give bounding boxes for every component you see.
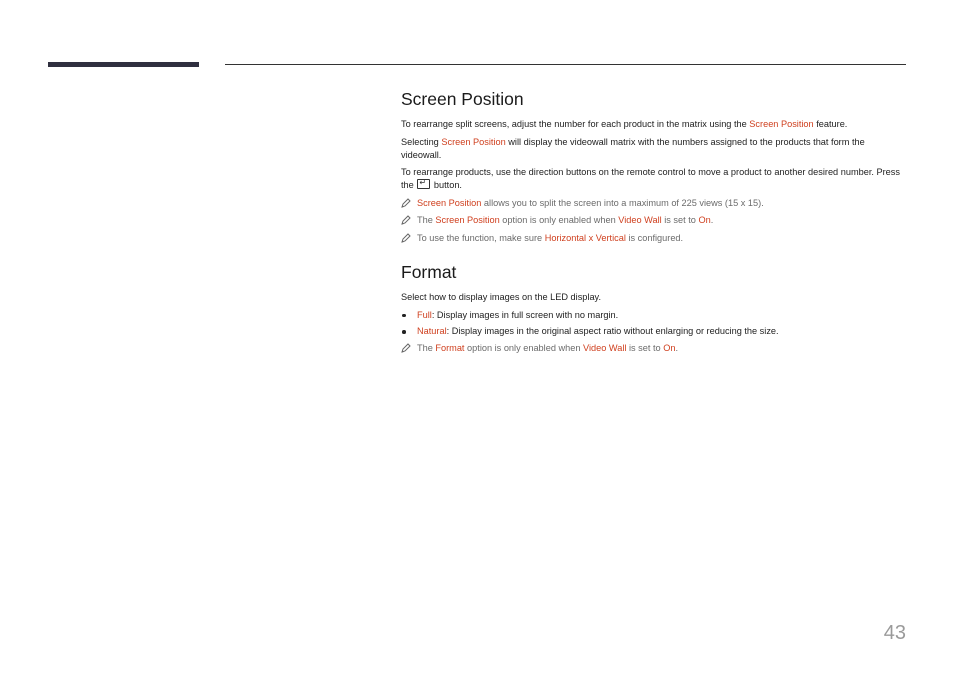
pencil-icon <box>401 343 411 353</box>
list-item: Natural: Display images in the original aspect ratio without enlarging or reducing the size. <box>401 325 906 339</box>
highlight-term: Screen Position <box>441 136 506 147</box>
note: The Screen Position option is only enabled when Video Wall is set to On. <box>401 214 906 228</box>
list-item: Full: Display images in full screen with no margin. <box>401 309 906 323</box>
note: The Format option is only enabled when Video Wall is set to On. <box>401 342 906 356</box>
note: To use the function, make sure Horizontal x Vertical is configured. <box>401 232 906 246</box>
pencil-icon <box>401 215 411 225</box>
enter-button-icon <box>417 179 430 189</box>
paragraph: To rearrange products, use the direction buttons on the remote control to move a product to another desired number. Press the ↵ button. <box>401 166 906 193</box>
section-marker-bar <box>48 62 199 67</box>
highlight-term: Screen Position <box>749 119 814 129</box>
note: Screen Position allows you to split the screen into a maximum of 225 views (15 x 15). <box>401 197 906 211</box>
section-title-format: Format <box>401 262 457 282</box>
main-content <box>401 88 906 355</box>
header-rule <box>225 64 906 65</box>
paragraph: Selecting Screen Position will display the videowall matrix with the numbers assigned to the products that form the videowall. <box>401 136 865 160</box>
page-number: 43 <box>883 622 906 644</box>
pencil-icon <box>401 198 411 208</box>
paragraph: To rearrange split screens, adjust the number for each product in the matrix using the Screen Position feature. <box>401 119 848 129</box>
section-title-screen-position: Screen Position <box>401 89 524 109</box>
bullet-list <box>401 309 906 339</box>
paragraph: Select how to display images on the LED display. <box>401 292 602 302</box>
pencil-icon <box>401 233 411 243</box>
